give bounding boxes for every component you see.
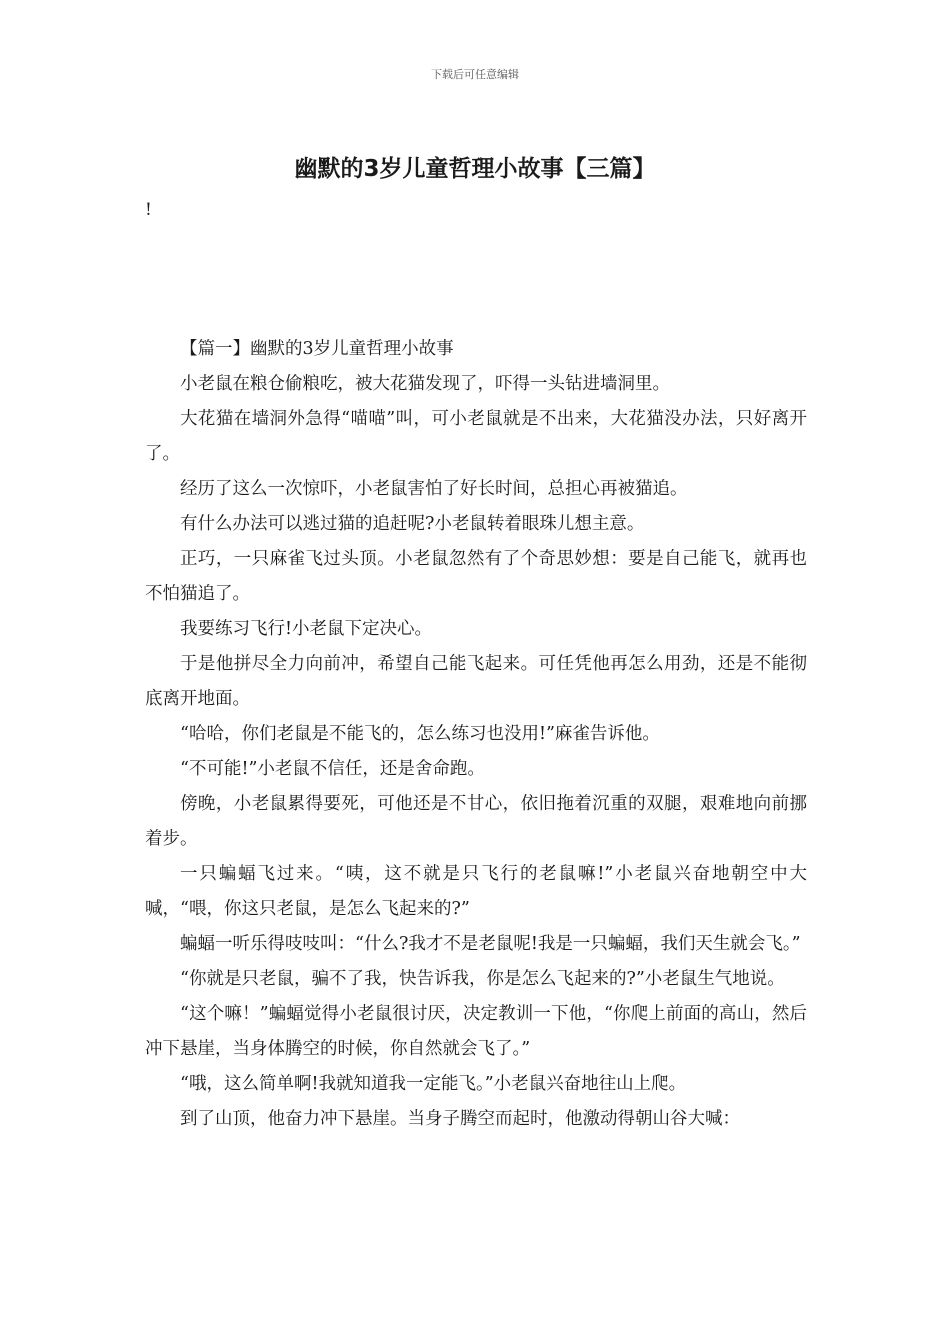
paragraph: 经历了这么一次惊吓，小老鼠害怕了好长时间，总担心再被猫追。 <box>180 479 688 499</box>
paragraph: 蝙蝠一听乐得吱吱叫：“什么?我才不是老鼠呢!我是一只蝙蝠，我们天生就会飞。” <box>180 934 801 954</box>
paragraph: “哈哈，你们老鼠是不能飞的，怎么练习也没用!”麻雀告诉他。 <box>180 724 660 744</box>
paragraph: 小老鼠在粮仓偷粮吃，被大花猫发现了，吓得一头钻进墙洞里。 <box>180 374 670 394</box>
paragraph: 我要练习飞行!小老鼠下定决心。 <box>180 619 433 639</box>
paragraph: “这个嘛！”蝙蝠觉得小老鼠很讨厌，决定教训一下他，“你爬上前面的高山，然后冲下悬崖，当身体腾空的时候，你自然就会飞了。” <box>145 1004 807 1059</box>
document-title: 幽默的3岁儿童哲理小故事【三篇】 <box>294 156 656 182</box>
paragraph: 于是他拼尽全力向前冲，希望自己能飞起来。可任凭他再怎么用劲，还是不能彻底离开地面。 <box>145 654 807 709</box>
paragraph: 有什么办法可以逃过猫的追赶呢?小老鼠转着眼珠儿想主意。 <box>180 514 645 534</box>
paragraph: 傍晚，小老鼠累得要死，可他还是不甘心，依旧拖着沉重的双腿，艰难地向前挪着步。 <box>145 794 807 849</box>
paragraph: “你就是只老鼠，骗不了我，快告诉我，你是怎么飞起来的?”小老鼠生气地说。 <box>180 969 785 989</box>
story-body <box>145 332 807 1137</box>
page-header-note: 下载后可任意编辑 <box>431 68 519 81</box>
paragraph: 到了山顶，他奋力冲下悬崖。当身子腾空而起时，他激动得朝山谷大喊： <box>180 1109 740 1129</box>
section-heading: 【篇一】幽默的3岁儿童哲理小故事 <box>180 339 454 359</box>
paragraph: “不可能!”小老鼠不信任，还是舍命跑。 <box>180 759 485 779</box>
paragraph: 一只蝙蝠飞过来。“咦，这不就是只飞行的老鼠嘛!”小老鼠兴奋地朝空中大喊，“喂，你这只老鼠，是怎么飞起来的?” <box>145 864 807 919</box>
paragraph: 大花猫在墙洞外急得“喵喵”叫，可小老鼠就是不出来，大花猫没办法，只好离开了。 <box>145 409 807 464</box>
paragraph: 正巧，一只麻雀飞过头顶。小老鼠忽然有了个奇思妙想：要是自己能飞，就再也不怕猫追了。 <box>145 549 807 604</box>
exclamation-mark: ! <box>145 200 152 220</box>
paragraph: “哦，这么简单啊!我就知道我一定能飞。”小老鼠兴奋地往山上爬。 <box>180 1074 687 1094</box>
